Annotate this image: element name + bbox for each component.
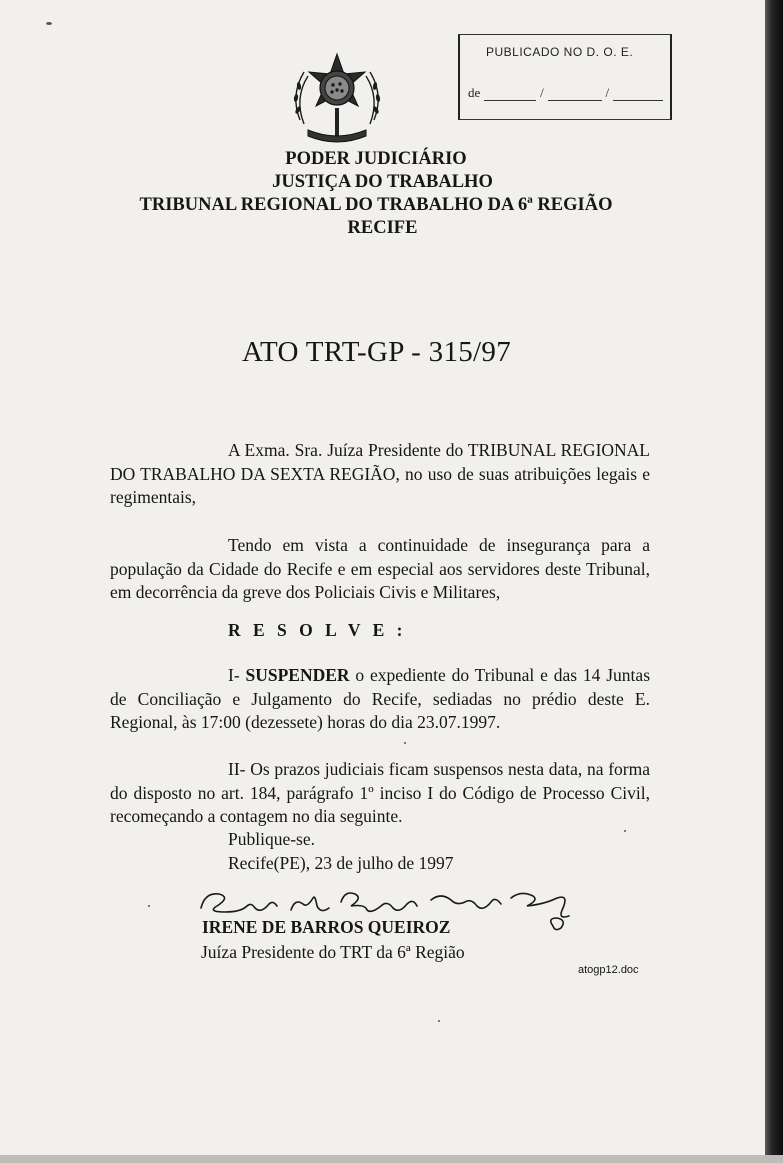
scan-speck	[624, 830, 626, 832]
signer-role: Juíza Presidente do TRT da 6ª Região	[201, 942, 465, 962]
stamp-slash-1: /	[540, 85, 544, 100]
stamp-published-label: PUBLICADO NO D. O. E.	[486, 45, 634, 59]
act-title: ATO TRT-GP - 315/97	[241, 336, 512, 368]
considering-paragraph	[110, 534, 650, 605]
publication-stamp	[458, 34, 672, 120]
header-line-recife: RECIFE	[347, 218, 418, 238]
scan-speck	[404, 742, 406, 744]
header-line-poder-judiciario: PODER JUDICIÁRIO	[285, 149, 467, 169]
stamp-day-blank	[484, 90, 536, 101]
scan-speck	[438, 1020, 440, 1022]
item-1-text: o expediente do Tribunal e das 14 Juntas de Conciliação e Julgamento do Recife, sediadas no prédio deste E. Regional, às 17:00 (dezessete) horas do dia 23.07.1997.	[110, 665, 651, 732]
header-line-justica: JUSTIÇA DO TRABALHO	[272, 172, 493, 192]
item-2-paragraph	[110, 758, 650, 829]
brazil-coat-of-arms-icon	[286, 50, 388, 150]
stamp-year-blank	[613, 90, 663, 101]
intro-text: A Exma. Sra. Juíza Presidente do TRIBUNAL REGIONAL DO TRABALHO DA SEXTA REGIÃO, no uso de suas atribuições legais e regimentais,	[110, 440, 650, 507]
considering-text: Tendo em vista a continuidade de insegurança para a população da Cidade do Recife e em especial aos servidores deste Tribunal, em decorrência da greve dos Policiais Civis e Militares,	[110, 535, 650, 602]
signer-name: IRENE DE BARROS QUEIROZ	[202, 917, 451, 937]
stamp-de-label: de	[468, 85, 481, 100]
court-header	[0, 148, 765, 240]
scan-bottom-edge	[0, 1155, 783, 1163]
item-1-paragraph	[110, 664, 650, 735]
scan-speck	[148, 905, 150, 907]
item-1-prefix: I-	[228, 665, 246, 685]
stamp-month-blank	[548, 90, 602, 101]
resolve-heading: R E S O L V E :	[228, 620, 407, 640]
publish-line: Publique-se.	[228, 829, 316, 849]
item-2-text: II- Os prazos judiciais ficam suspensos nesta data, na forma do disposto no art. 184, parágrafo 1º inciso I do Código de Processo Civil, recomeçando a contagem no dia seguinte.	[110, 759, 650, 826]
stamp-date-line	[468, 85, 663, 101]
stamp-slash-2: /	[605, 85, 610, 100]
item-1-verb: SUSPENDER	[245, 665, 350, 685]
intro-paragraph	[110, 439, 650, 510]
scan-speck	[46, 22, 52, 25]
header-line-tribunal: TRIBUNAL REGIONAL DO TRABALHO DA 6ª REGIÃO	[139, 195, 613, 215]
document-file-reference: atogp12.doc	[578, 964, 639, 976]
scan-right-edge	[765, 0, 783, 1163]
place-date-line: Recife(PE), 23 de julho de 1997	[228, 853, 454, 873]
